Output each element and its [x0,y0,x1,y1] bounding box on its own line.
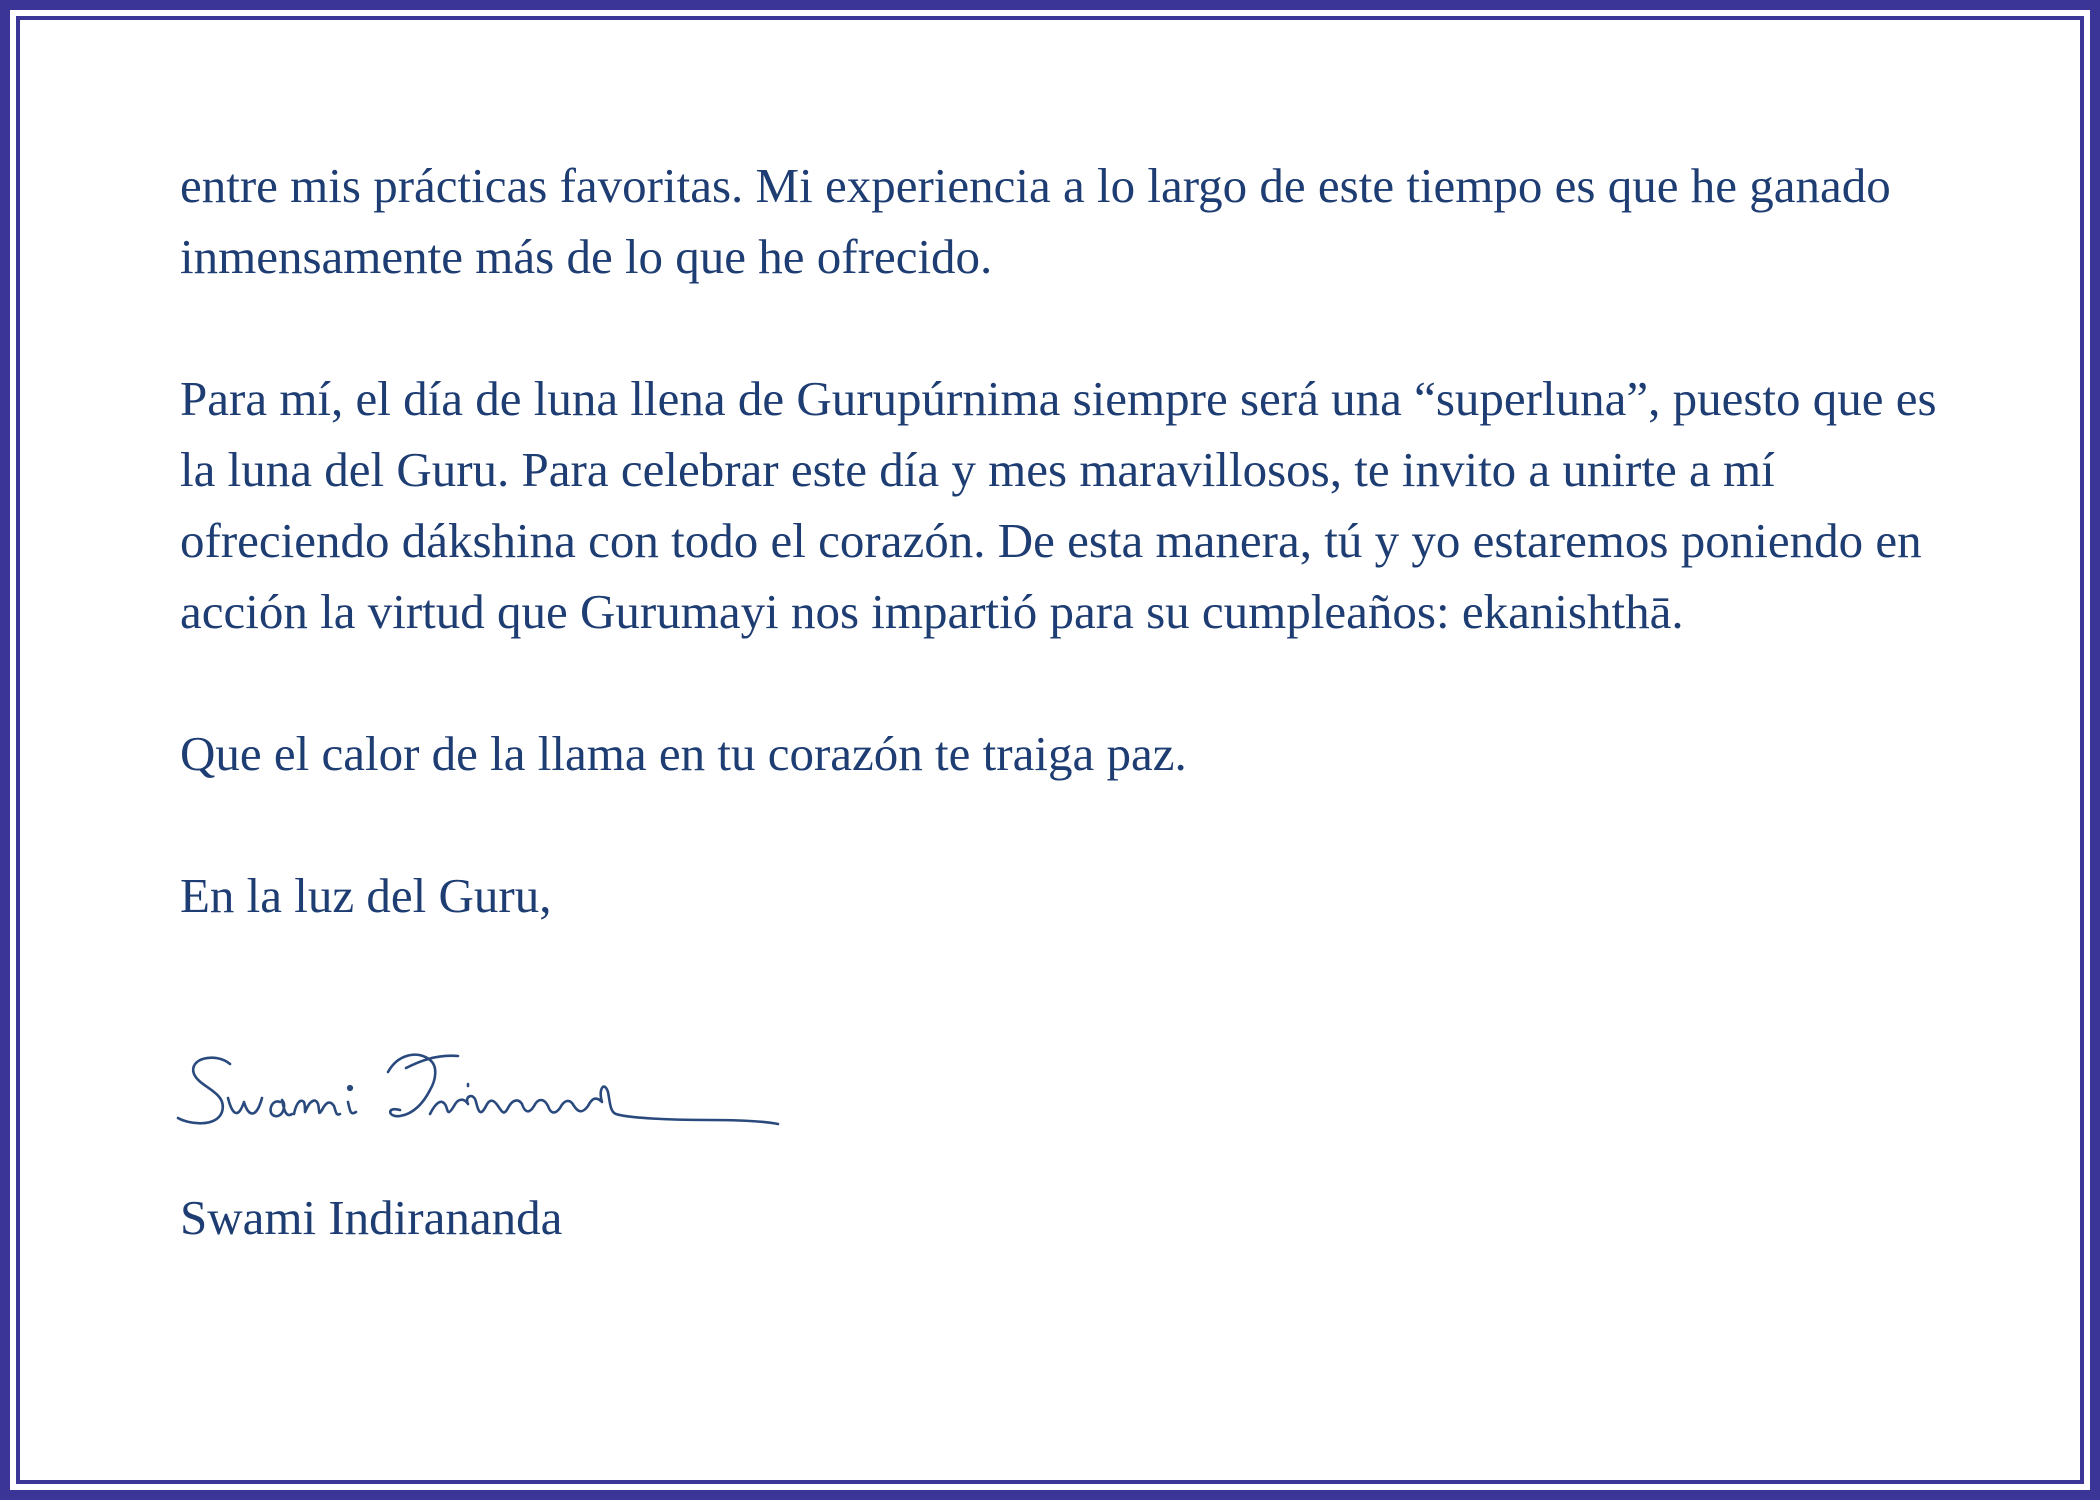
paragraph-2: Para mí, el día de luna llena de Gurupúrnima siempre será una “superluna”, puesto que es la luna del Guru. Para celebrar este día y mes maravillosos, te invito a unirte a mí ofreciendo dákshina con todo el corazón. De esta manera, tú y yo estaremos poniendo en acción la virtud que Gurumayi nos impartió para su cumpleaños: ekanishthā. [180,371,1937,639]
paragraph-3: Que el calor de la llama en tu corazón te traiga paz. [180,726,1187,781]
paragraph-1: entre mis prácticas favoritas. Mi experiencia a lo largo de este tiempo es que he ganado inmensamente más de lo que he ofrecido. [180,158,1891,284]
handwritten-signature [168,1040,898,1150]
letter-body [180,150,1960,931]
signer-name: Swami Indirananda [180,1190,563,1245]
closing-line: En la luz del Guru, [180,868,552,923]
